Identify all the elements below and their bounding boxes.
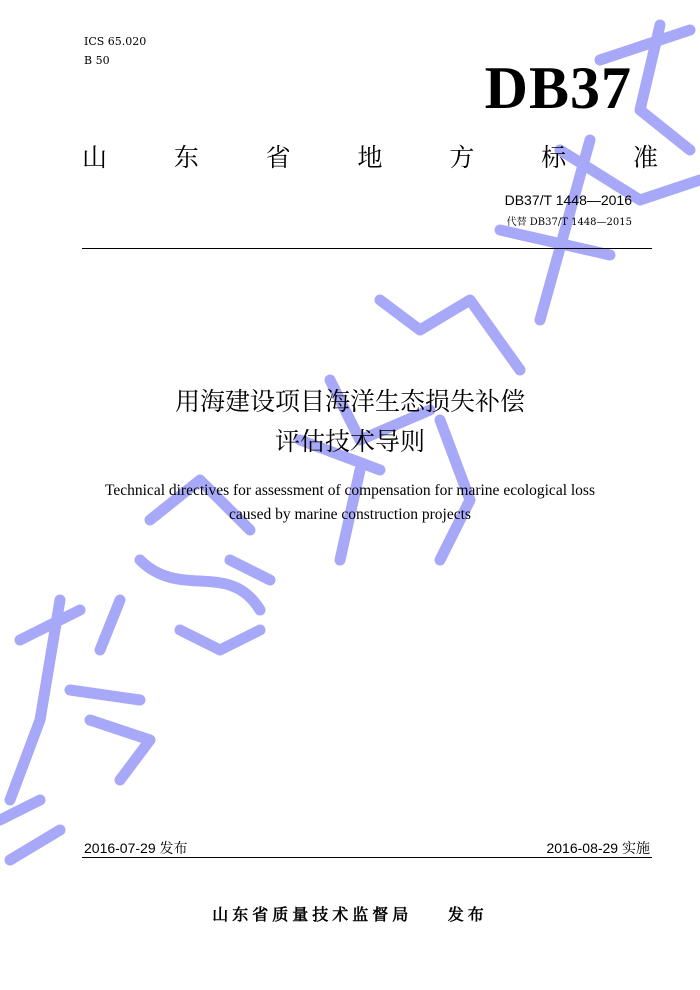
title-chinese-line2: 评估技术导则 bbox=[274, 427, 425, 456]
standard-type-char: 省 bbox=[265, 143, 291, 172]
standard-type bbox=[82, 138, 658, 174]
title-english-line2: caused by marine construction projects bbox=[229, 506, 471, 523]
title-chinese-line1: 用海建设项目海洋生态损失补偿 bbox=[174, 387, 525, 416]
ics-code: ICS 65.020 bbox=[84, 35, 147, 48]
standard-type-char: 准 bbox=[632, 143, 658, 172]
standard-type-char: 山 bbox=[82, 143, 108, 172]
ccs-code: B 50 bbox=[84, 54, 110, 67]
header-divider bbox=[82, 248, 652, 249]
title-english-line1: Technical directives for assessment of compensation for marine ecological loss bbox=[104, 482, 595, 499]
implementation-date: 2016-08-29 实施 bbox=[546, 840, 650, 856]
footer-divider bbox=[82, 857, 652, 858]
standard-number: DB37/T 1448—2016 bbox=[504, 192, 632, 208]
standard-type-char: 东 bbox=[173, 143, 199, 172]
issue-date: 2016-07-29 发布 bbox=[84, 840, 188, 856]
replaces-note: 代替 DB37/T 1448—2015 bbox=[506, 217, 632, 228]
standard-type-char: 地 bbox=[357, 143, 383, 172]
standard-type-char: 方 bbox=[449, 143, 475, 172]
issuer bbox=[0, 902, 700, 925]
issuer-action: 发布 bbox=[447, 905, 488, 924]
issuer-organization: 山东省质量技术监督局 bbox=[212, 905, 413, 924]
standard-logo: DB37 bbox=[484, 55, 632, 121]
standard-type-char: 标 bbox=[541, 143, 567, 172]
